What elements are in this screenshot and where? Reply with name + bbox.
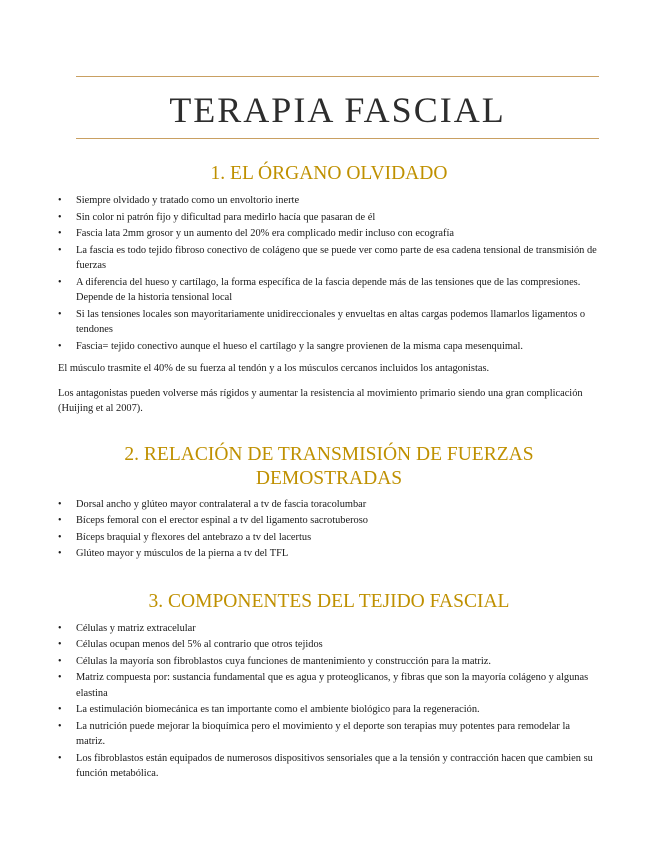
list-item-text: Si las tensiones locales son mayoritariamente unidireccionales y envueltas en altas cargas podemos llamarlos ligamentos o tendones — [76, 308, 586, 335]
list-item-text: La estimulación biomecánica es tan importante como el ambiente biológico para la regeneración. — [76, 704, 480, 715]
list-item — [58, 226, 600, 242]
document-body — [58, 160, 600, 783]
list-item-text: Bíceps braquial y flexores del antebrazo a tv del lacertus — [76, 531, 312, 543]
bullet-icon: • — [58, 498, 62, 510]
bullet-icon: • — [58, 244, 62, 256]
list-item — [58, 243, 600, 274]
list-item — [58, 497, 600, 513]
bullet-icon: • — [58, 720, 62, 732]
list-item-text: Siempre olvidado y tratado como un envoltorio inerte — [76, 195, 300, 206]
list-item-text: Células y matriz extracelular — [76, 622, 196, 634]
list-item — [58, 513, 600, 529]
list-item-text: Fascia lata 2mm grosor y un aumento del 20% era complicado medir incluso con ecografía — [76, 228, 454, 239]
list-item — [58, 751, 600, 782]
title-bottom-rule — [76, 138, 599, 139]
list-item — [58, 307, 600, 338]
list-item-text: Los fibroblastos están equipados de numerosos dispositivos sensoriales que a la tensión y contracción hacen que cambien su función metabólica. — [76, 752, 593, 779]
title-top-rule — [76, 76, 599, 77]
list-item-text: Fascia= tejido conectivo aunque el hueso el cartílago y la sangre provienen de la misma capa mesenquimal. — [76, 340, 524, 352]
list-item-text: La fascia es todo tejido fibroso conectivo de colágeno que se puede ver como parte de esa cadena tensional de transmisión de fuerzas — [76, 244, 597, 271]
list-item-text: La nutrición puede mejorar la bioquímica pero el movimiento y el deporte son terapias muy potentes para remodelar la matriz. — [76, 720, 570, 747]
list-item — [58, 339, 600, 355]
list-item-text: Bíceps femoral con el erector espinal a tv del ligamento sacrotuberoso — [76, 515, 368, 526]
bullet-icon: • — [58, 531, 62, 543]
list-item — [58, 719, 600, 750]
list-item — [58, 193, 600, 209]
bullet-icon: • — [58, 639, 62, 650]
list-item-text: Glúteo mayor y músculos de la pierna a tv del TFL — [76, 548, 289, 559]
list-item — [58, 702, 600, 718]
list-item-text: Matriz compuesta por: sustancia fundamental que es agua y proteoglicanos, y fibras que son la mayoría colágeno y algunas elastina — [76, 672, 589, 699]
list-item — [58, 210, 600, 226]
document-title: TERAPIA FASCIAL — [169, 90, 506, 130]
bullet-icon: • — [58, 704, 62, 715]
list-item-text: Sin color ni patrón fijo y dificultad para medirlo hacía que pasaran de él — [76, 211, 376, 223]
list-item — [58, 654, 600, 670]
bullet-icon: • — [58, 622, 62, 634]
bullet-list-componentes — [58, 621, 600, 782]
bullet-icon: • — [58, 211, 62, 223]
list-item — [58, 637, 600, 653]
bullet-icon: • — [58, 276, 62, 288]
bullet-icon: • — [58, 672, 62, 683]
bullet-icon: • — [58, 228, 62, 239]
bullet-icon: • — [58, 195, 62, 206]
bullet-list-transmision-fuerzas — [58, 497, 600, 562]
list-item — [58, 546, 600, 562]
list-item-text: Células la mayoría son fibroblastos cuya funciones de mantenimiento y construcción para la matriz. — [76, 655, 491, 667]
list-item-text: A diferencia del hueso y cartílago, la forma específica de la fascia depende más de las tensiones que de las compresiones. Depende de la historia tensional local — [76, 276, 581, 303]
list-item — [58, 670, 600, 701]
list-item-text: Células ocupan menos del 5% al contrario que otros tejidos — [76, 639, 323, 650]
list-item — [58, 530, 600, 546]
bullet-icon: • — [58, 752, 62, 764]
bullet-icon: • — [58, 655, 62, 667]
section-heading-transmision-fuerzas: 2. RELACIÓN DE TRANSMISIÓN DE FUERZAS DEMOSTRADAS — [124, 443, 534, 489]
section-heading-componentes: 3. COMPONENTES DEL TEJIDO FASCIAL — [148, 590, 510, 612]
section-heading-organo-olvidado: 1. EL ÓRGANO OLVIDADO — [210, 163, 448, 184]
bullet-icon: • — [58, 548, 62, 559]
list-item — [58, 621, 600, 637]
list-item — [58, 275, 600, 306]
paragraph-muscle-transmission: El músculo trasmite el 40% de su fuerza al tendón y a los músculos cercanos incluidos los antagonistas. — [58, 363, 490, 374]
bullet-icon: • — [58, 515, 62, 526]
paragraph-antagonists: Los antagonistas pueden volverse más rígidos y aumentar la resistencia al movimiento primario siendo una gran complicación (Huijing et al 2007). — [58, 387, 583, 414]
bullet-list-organo-olvidado — [58, 193, 600, 354]
list-item-text: Dorsal ancho y glúteo mayor contralateral a tv de fascia toracolumbar — [76, 498, 367, 510]
bullet-icon: • — [58, 340, 62, 352]
bullet-icon: • — [58, 308, 62, 320]
